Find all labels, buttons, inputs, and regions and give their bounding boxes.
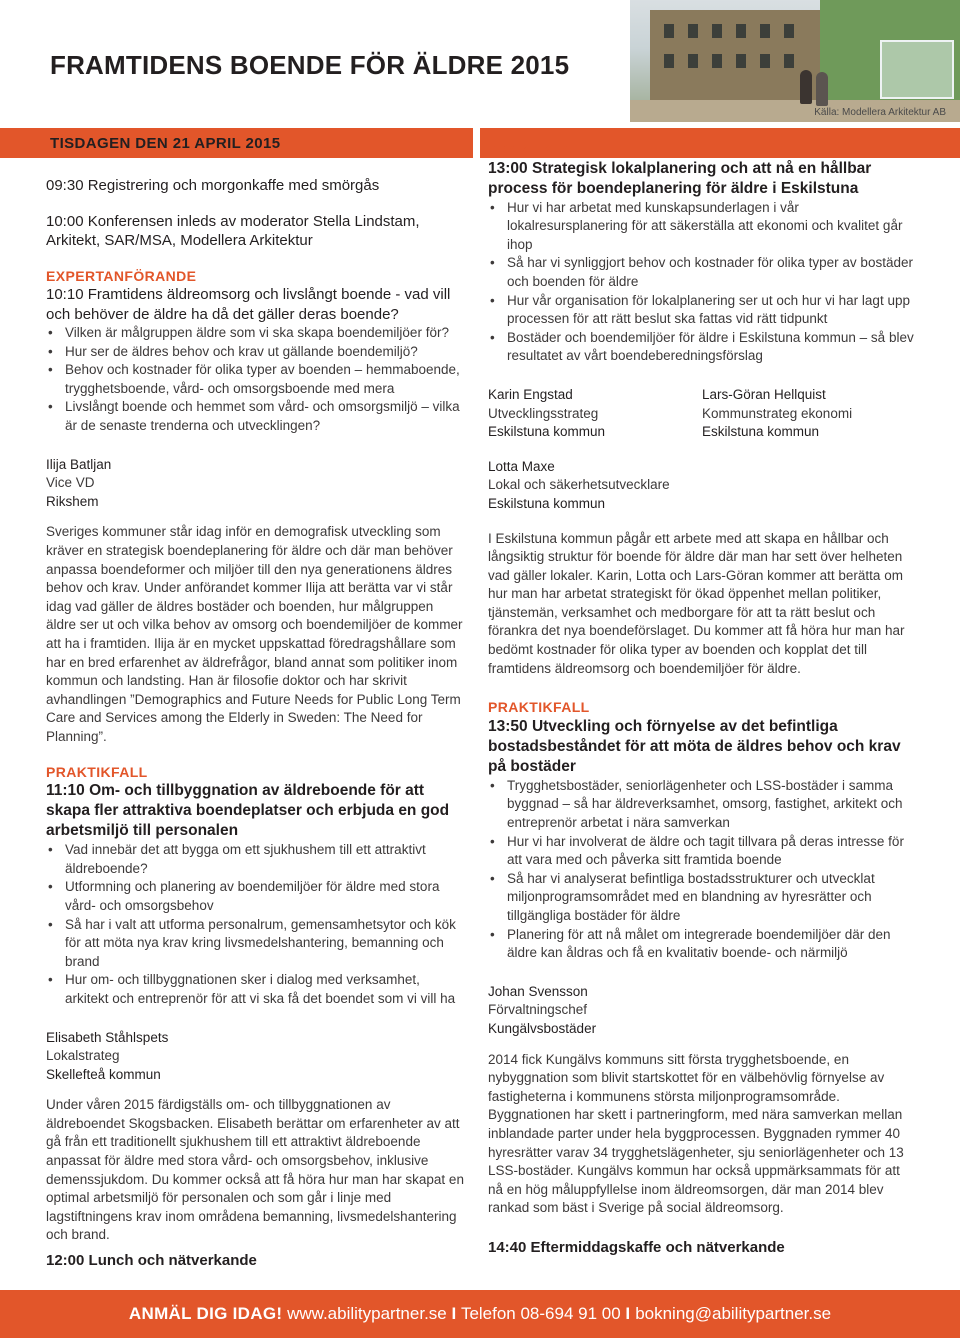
- list-item: • Så har vi synliggjort behov och kostnader för olika typer av bostäder och boenden för äldre: [488, 254, 916, 291]
- section-label-case3: PRAKTIKFALL: [488, 699, 590, 716]
- speaker-org: Eskilstuna kommun: [702, 424, 820, 440]
- list-item: • Vad innebär det att bygga om ett sjukhushem till ett attraktivt äldreboende?: [46, 841, 466, 878]
- expert-talk-title: 10:10 Framtidens äldreomsorg och livslångt boende - vad vill och behöver de äldre ha då det gäller deras boende?: [46, 286, 451, 323]
- case1-description: Under våren 2015 färdigställs om- och tillbyggnationen av äldreboendet Skogsbacken. Elisabeth berättar om erfarenheter av att gå från ett traditionellt sjukhushem till ett attraktivt äldreboende anpassat för äldre med stora vård- och omsorgsbehov, inklusive demenssjukdom. Du kommer också att få höra hur man har skapat en optimal arbetsmiljö för personalen och som går i linje med lagstiftningens krav inom områdena bemanning, livsmedelshantering och brand.: [46, 1097, 464, 1243]
- list-item: • Bostäder och boendemiljöer för äldre i Eskilstuna kommun – så blev resultatet av vårt boendeberedningsförslag: [488, 329, 916, 366]
- speakers-eskilstuna: [488, 386, 916, 442]
- list-item: • Hur vår organisation för lokalplanering ser ut och hur vi har lagt upp processen för att rätt beslut ska fattas vid rätt tidpunkt: [488, 292, 916, 329]
- case3-description: 2014 fick Kungälvs kommuns sitt första trygghetsboende, en nybyggnation som blivit startskottet för en välbehövlig förnyelse av fastigheterna i kommunens största miljonprogramsområde. Byggnationen har skett i partneringform, med nära samverkan mellan inblandade parter under hela byggprocessen. Byggnaden rymmer 40 hyresrätter varav 34 trygghetslägenheter, sju seniorlägenheter och 13 LSS-bostäder. Kungälvs kommun har också uppmärksammats för att nå en hög måluppfyllelse inom äldreomsorgen, där man 2014 blev rankad som bäst i Sverige på social äldreomsorg.: [488, 1051, 904, 1216]
- header-photo: [630, 0, 960, 122]
- speaker-lars-goran: [702, 386, 916, 442]
- section-label-case1: PRAKTIKFALL: [46, 763, 148, 780]
- speaker-role: Förvaltningschef: [488, 1002, 588, 1018]
- agenda-item-opening: 10:00 Konferensen inleds av moderator Stella Lindstam, Arkitekt, SAR/MSA, Modellera Arkitektur: [46, 212, 420, 249]
- list-item: • Hur vi har involverat de äldre och tagit tillvara på deras intresse för att vara med och påverka sitt framtida boende: [488, 833, 916, 870]
- right-column: [488, 128, 916, 1257]
- agenda-item-lunch: 12:00 Lunch och nätverkande: [46, 1252, 257, 1269]
- person-figure: [816, 72, 828, 106]
- agenda-item-registration: 09:30 Registrering och morgonkaffe med smörgås: [46, 177, 380, 194]
- email-link[interactable]: bokning@abilitypartner.se: [635, 1304, 832, 1323]
- speaker-elisabeth: [46, 1029, 466, 1085]
- case2-bullets: [488, 199, 916, 366]
- speaker-role: Kommunstrateg ekonomi: [702, 405, 853, 421]
- list-item: • Så har vi analyserat befintliga bostadsstrukturer och utvecklat miljonprogramsområdet med en blandning av hyresrätter och tillgängliga bostäder för äldre: [488, 870, 916, 926]
- day-header-bar: [0, 128, 473, 158]
- speaker-karin: [488, 386, 702, 442]
- separator: I: [451, 1304, 457, 1323]
- agenda-item-coffee: 14:40 Eftermiddagskaffe och nätverkande: [488, 1238, 785, 1256]
- case2-description: I Eskilstuna kommun pågår ett arbete med att skapa en hållbar och långsiktig struktur för boende för äldre där man har sett över helheten vad gäller lokaler. Karin, Lotta och Lars-Göran kommer att berätta om hur man har arbetat strategiskt för ökad öppenhet mellan politiker, tjänstemän, verksamhet och medborgare för att ta rätt beslut och förankra det nya boendeförslaget. Du kommer att få höra hur man har bedömt kostnader för olika typer av boenden och kopplat det till framtidens äldreomsorg och boendemiljöer för äldre.: [488, 530, 905, 676]
- speaker-org: Eskilstuna kommun: [488, 424, 606, 440]
- speaker-name: Karin Engstad: [488, 386, 573, 402]
- speaker-org: Rikshem: [46, 493, 99, 509]
- list-item: • Utformning och planering av boendemiljöer för äldre med stora vård- och omsorgsbehov: [46, 878, 466, 915]
- footer-bar: [0, 1290, 960, 1338]
- speaker-name: Johan Svensson: [488, 983, 588, 999]
- section-label-case2: PRAKTIKFALL: [488, 141, 590, 157]
- speaker-org: Eskilstuna kommun: [488, 495, 606, 511]
- list-item: • Behov och kostnader för olika typer av boenden – hemmaboende, trygghetsboende, vård- och omsorgsboende med mera: [46, 361, 466, 398]
- list-item: • Planering för att nå målet om integrerade boendemiljöer där den äldre kan åldras och få en kvalitativ boende- och närmiljö: [488, 926, 916, 963]
- phone-number[interactable]: Telefon 08-694 91 00: [460, 1304, 621, 1323]
- list-item: • Hur om- och tillbyggnationen sker i dialog med verksamhet, arkitekt och entreprenör för att vi ska få det boendet som vi vill ha: [46, 971, 466, 1008]
- left-column: [46, 176, 466, 1245]
- speaker-org: Kungälvsbostäder: [488, 1020, 597, 1036]
- register-cta[interactable]: ANMÄL DIG IDAG!: [128, 1304, 283, 1323]
- speaker-lotta: [488, 458, 916, 514]
- greenhouse: [880, 40, 954, 99]
- person-figure: [800, 70, 812, 104]
- speaker-name: Ilija Batljan: [46, 456, 112, 472]
- speaker-name: Lotta Maxe: [488, 458, 555, 474]
- list-item: • Hur vi har arbetat med kunskapsunderlagen i vår lokalresursplanering för att säkerställa att ekonomi och kvalitet går ihop: [488, 199, 916, 255]
- speaker-org: Skellefteå kommun: [46, 1066, 161, 1082]
- list-item: • Så har i valt att utforma personalrum, gemensamhetsytor och kök för att möta nya krav kring livsmedelshantering, bemanning och brand: [46, 916, 466, 972]
- separator: I: [625, 1304, 631, 1323]
- speaker-ilija: [46, 456, 466, 512]
- section-label-expert: EXPERTANFÖRANDE: [46, 267, 197, 284]
- list-item: • Hur ser de äldres behov och krav ut gällande boendemiljö?: [46, 343, 466, 362]
- speaker-name: Elisabeth Ståhlspets: [46, 1029, 169, 1045]
- speaker-role: Lokalstrateg: [46, 1048, 120, 1064]
- expert-bullets: [46, 324, 466, 436]
- speaker-bio: Sveriges kommuner står idag inför en demografisk utveckling som kräver en strategisk boendeplanering för äldre och där man behöver anpassa boendeformer och miljöer till den nya generationens äldres behov och krav. Under anförandet kommer Ilija att berätta var vi står idag vad gäller de äldres bostäder och boenden, hur målgruppen äldre ser ut och vilka behov av omsorg och boendemiljöer de kommer att ha i framtiden. Ilija är en mycket uppskattad föredragshållare som har en bred erfarenhet av äldrefrågor, bland annat som politiker inom kommun och landsting. Han är filosofie doktor och har skrivit avhandlingen ”Demographics and Future Needs for Public Long Term Care and Services among the Elderly in Sweden: The Need for Planning”.: [46, 524, 463, 744]
- website-link[interactable]: www.abilitypartner.se: [287, 1304, 447, 1323]
- building-illustration: [650, 10, 820, 110]
- case3-title: 13:50 Utveckling och förnyelse av det befintliga bostadsbeståndet för att möta de äldres behov och krav på bostäder: [488, 717, 901, 775]
- speaker-name: Lars-Göran Hellquist: [702, 386, 826, 402]
- speaker-role: Lokal och säkerhetsutvecklare: [488, 477, 670, 493]
- page-title: FRAMTIDENS BOENDE FÖR ÄLDRE 2015: [50, 50, 570, 80]
- case3-bullets: [488, 777, 916, 963]
- day-label: TISDAGEN DEN 21 APRIL 2015: [50, 135, 281, 152]
- speaker-role: Utvecklingsstrateg: [488, 405, 599, 421]
- list-item: • Livslångt boende och hemmet som vård- och omsorgsmiljö – vilka är de senaste trenderna och utvecklingen?: [46, 398, 466, 435]
- speaker-johan: [488, 983, 916, 1039]
- case1-bullets: [46, 841, 466, 1008]
- list-item: • Trygghetsbostäder, seniorlägenheter och LSS-bostäder i samma byggnad – så har äldreverksamhet, omsorg, fastighet, arkitekt och entreprenör arbetat i nära samverkan: [488, 777, 916, 833]
- speaker-role: Vice VD: [46, 475, 95, 491]
- case2-title: 13:00 Strategisk lokalplanering och att nå en hållbar process för boendeplanering för äldre i Eskilstuna: [488, 159, 872, 197]
- photo-credit: Källa: Modellera Arkitektur AB: [814, 107, 946, 118]
- case1-title: 11:10 Om- och tillbyggnation av äldreboende för att skapa fler attraktiva boendeplatser och erbjuda en god arbetsmiljö till personalen: [46, 782, 450, 840]
- list-item: • Vilken är målgruppen äldre som vi ska skapa boendemiljöer för?: [46, 324, 466, 343]
